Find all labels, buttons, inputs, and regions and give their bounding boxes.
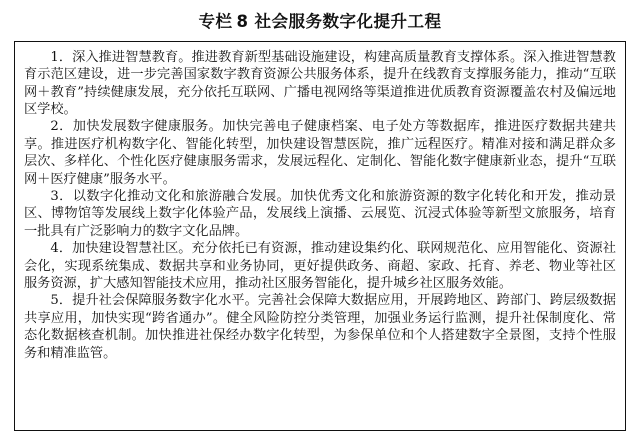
page-title bbox=[0, 0, 640, 41]
paragraph-2: 2．加快发展数字健康服务。加快完善电子健康档案、电子处方等数据库，推进医疗数据共建共享。推进医疗机构数字化、智能化转型，加快建设智慧医院，推广远程医疗。精准对接和满足群众多层次、多样化、个性化医疗健康服务需求，发展远程化、定制化、智能化数字健康新业态，提升“互联网＋医疗健康”服务水平。 bbox=[24, 119, 616, 187]
title-number: 8 bbox=[236, 12, 249, 31]
paragraph-1: 1．深入推进智慧教育。推进教育新型基础设施建设，构建高质量教育支撑体系。深入推进智慧教育示范区建设，进一步完善国家数字教育资源公共服务体系，提升在线教育支撑服务能力，推动“互联网＋教育”持续健康发展，充分依托互联网、广播电视网络等渠道推进优质教育资源覆盖农村及偏远地区学校。 bbox=[24, 49, 616, 118]
paragraph-3: 3．以数字化推动文化和旅游融合发展。加快优秀文化和旅游资源的数字化转化和开发，推动景区、博物馆等发展线上数字化体验产品，发展线上演播、云展览、沉浸式体验等新型文旅服务，培育一批具有广泛影响力的数字文化品牌。 bbox=[24, 189, 616, 239]
content-box bbox=[14, 42, 626, 431]
paragraph-4: 4．加快建设智慧社区。充分依托已有资源，推动建设集约化、联网规范化、应用智能化、资源社会化，实现系统集成、数据共享和业务协同，更好提供政务、商超、家政、托育、养老、物业等社区服务资源，扩大感知智能技术应用，推动社区服务智能化，提升城乡社区服务效能。 bbox=[24, 241, 616, 292]
title-prefix: 专栏 bbox=[198, 12, 233, 31]
title-text: 社会服务数字化提升工程 bbox=[254, 12, 442, 31]
paragraph-5: 5．提升社会保障服务数字化水平。完善社会保障大数据应用，开展跨地区、跨部门、跨层级数据共享应用，加快实现“跨省通办”。健全风险防控分类管理，加强业务运行监测，提升社保制度化、常态化数据核查机制。加快推进社保经办数字化转型，为参保单位和个人搭建数字全景图，支持个性服务和精准监管。 bbox=[24, 293, 616, 361]
